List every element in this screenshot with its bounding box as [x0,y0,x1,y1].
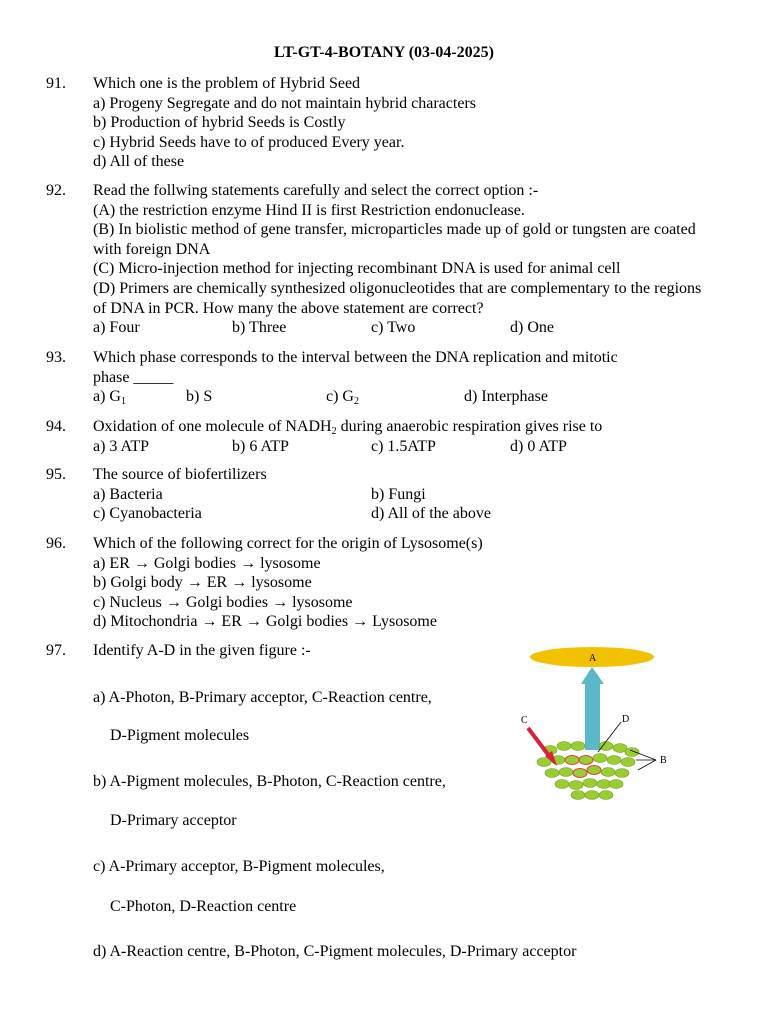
option-a: a) Bacteria [93,485,163,503]
statement-b: (B) In biolistic method of gene transfer, microparticles made up of gold or tungsten are coated with foreign DNA [93,221,696,258]
photosystem-figure [512,642,682,804]
pigment-molecule [559,768,573,777]
pigment-molecule [569,781,583,790]
question-text: The source of biofertilizers [93,466,267,483]
option-b: b) S [186,388,213,406]
option-d: d) Mitochondria → ER → Golgi bodies → Lysosome [93,613,437,631]
question-text: Identify A-D in the given figure :- [93,642,311,659]
question-text: Oxidation of one molecule of $NADH_2$ during anaerobic respiration gives rise to [93,418,603,437]
options-row [93,387,703,407]
label-a: A [589,653,597,664]
option-c: c) Two [371,319,416,337]
option-d: d) All of the above [371,505,491,523]
option-b: b) Fungi [371,485,426,503]
question-body [93,465,703,524]
statement-c: (C) Micro-injection method for injecting recombinant DNA is used for animal cell [93,260,621,278]
question-number: 93. [46,349,66,366]
pigment-molecule [555,780,569,789]
option-d: d) All of these [93,153,185,171]
options-row [93,437,703,457]
option-b: b) Three [232,319,287,337]
question-number: 92. [46,182,66,199]
option-c: c) Hybrid Seeds have to of produced Every year. [93,133,405,151]
options-row [93,318,705,338]
option-a: a) $G_1$ [93,388,126,408]
option-a: a) Progeny Segregate and do not maintain hybrid characters [93,94,476,112]
statement-a: (A) the restriction enzyme Hind II is first Restriction endonuclease. [93,201,525,219]
upward-arrow [581,667,604,750]
question-body [93,417,703,456]
label-c: C [521,715,528,726]
pigment-molecule [615,769,629,778]
pigment-molecule [625,748,639,757]
c-arrow [528,728,550,757]
pigment-molecule [571,791,585,800]
question-body [93,534,703,632]
option-a: a) ER → Golgi bodies → lysosome [93,554,321,572]
pigment-molecule [557,742,571,751]
pigment-molecule [599,791,613,800]
pigment-molecule [583,779,597,788]
question-number: 94. [46,418,66,435]
question-number: 95. [46,466,66,483]
option-c: c) 1.5ATP [371,437,436,455]
option-c: c) $G_2$ [326,388,359,408]
pigment-molecule [593,754,607,763]
option-d: d) 0 ATP [510,437,567,455]
option-b: b) 6 ATP [232,437,289,455]
question-text: Which phase corresponds to the interval between the DNA replication and mitotic [93,349,618,366]
options-row [93,485,703,505]
pigment-molecule [599,742,613,751]
pigment-molecule [607,756,621,765]
question-number: 91. [46,75,66,92]
label-d: D [622,714,630,725]
option-c: c) Nucleus → Golgi bodies → lysosome [93,593,353,611]
pigment-molecules [537,742,639,800]
pigment-molecule [545,769,559,778]
option-a: a) Four [93,319,140,337]
pigment-molecule [609,780,623,789]
option-b: b) Golgi body → ER → lysosome [93,574,312,592]
pigment-molecule [585,791,599,800]
question-number: 97. [46,642,66,659]
question-body [93,74,703,172]
option-d: d) Interphase [464,388,548,406]
page-title: LT-GT-4-BOTANY (03-04-2025) [273,44,495,61]
option-a: a) 3 ATP [93,437,149,455]
option-b: b) Production of hybrid Seeds is Costly [93,114,346,132]
option-c: c) Cyanobacteria [93,505,202,523]
question-text-cont: phase _____ [93,368,174,386]
question-body [93,348,703,407]
question-body [93,181,705,338]
statement-d: (D) Primers are chemically synthesized oligonucleotides that are complementary to the regions of DNA in PCR. How many the above statement are correct? [93,279,702,317]
pigment-molecule [601,768,615,777]
label-b: B [660,755,667,766]
question-number: 96. [46,535,66,552]
question-text: Read the follwing statements carefully and select the correct option :- [93,182,539,199]
option-d: d) One [510,319,554,337]
question-text: Which of the following correct for the origin of Lysosome(s) [93,535,483,552]
pigment-molecule [571,742,585,751]
pigment-molecule [621,758,635,767]
question-text: Which one is the problem of Hybrid Seed [93,75,361,92]
options-row [93,504,703,524]
